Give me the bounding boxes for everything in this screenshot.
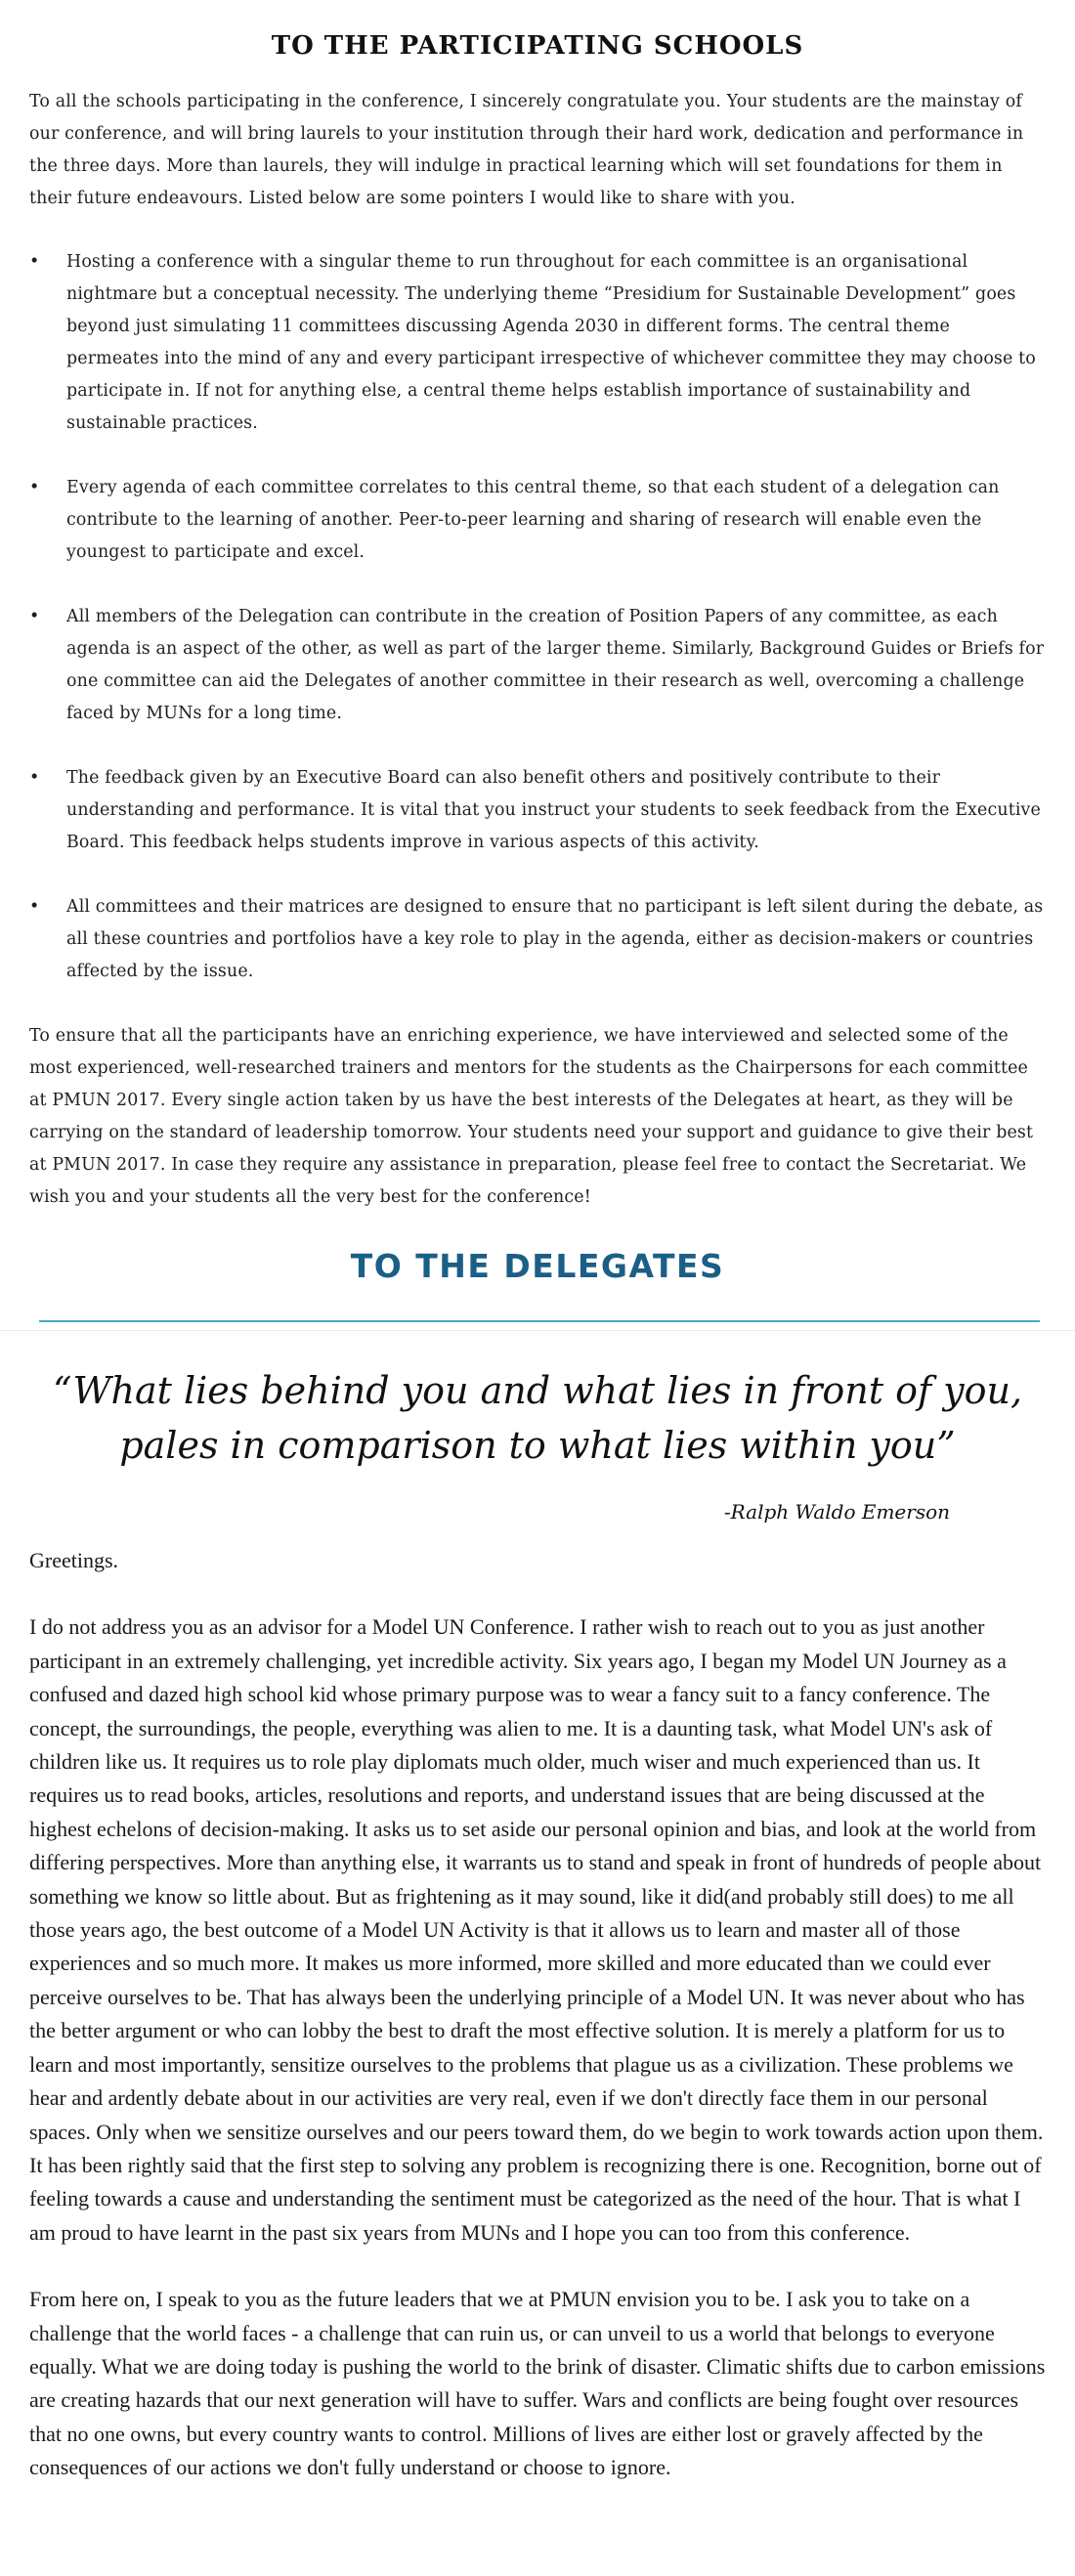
- letter-paragraph-1: I do not address you as an advisor for a Model UN Conference. I rather wish to reach out to you as just another participant in an extremely challenging, yet incredible activity. Six years ago, I began my Model UN Journey as a confused and dazed high school kid whose primary purpose was to wear a fancy suit to a fancy conference. The concept, the surroundings, the people, everything was alien to me. It is a daunting task, what Model UN's ask of children like us. It requires us to role play diplomats much older, much wiser and much experienced than us. It requires us to read books, articles, resolutions and reports, and understand issues that are being discussed at the highest echelons of decision-making. It asks us to set aside our personal opinion and bias, and look at the world from differing perspectives. More than anything else, it warrants us to stand and speak in front of hundreds of people about something we know so little about. But as frightening as it may sound, like it did(and probably still does) to me all those years ago, the best outcome of a Model UN Activity is that it allows us to learn and master all of those experiences and so much more. It makes us more informed, more skilled and more educated than we could ever perceive ourselves to be. That has always been the underlying principle of a Model UN. It was never about who has the better argument or who can lobby the best to draft the most effective solution. It is merely a platform for us to learn and most importantly, sensitize ourselves to the problems that plague us as a civilization. These problems we hear and ardently debate about in our activities are very real, even if we don't directly face them in our personal spaces. Only when we sensitize ourselves and our peers toward them, do we begin to work towards action upon them. It has been rightly said that the first step to solving any problem is recognizing there is one. Recognition, borne out of feeling towards a cause and understanding the sentiment must be categorized as the need of the hour. That is what I am proud to have learnt in the past six years from MUNs and I hope you can too from this conference.: [29, 1614, 1044, 2245]
- quote-line-1: “What lies behind you and what lies in front of you,: [52, 1369, 1023, 1412]
- delegates-letter: [29, 1544, 1051, 2485]
- letter-paragraph-2: From here on, I speak to you as the future leaders that we at PMUN envision you to be. I ask you to take on a challenge that the world faces - a challenge that can ruin us, or can unveil to us a world that belongs to everyone equally. What we are doing today is pushing the world to the brink of disaster. Climatic shifts due to carbon emissions are creating hazards that our next generation will have to suffer. Wars and conflicts are being fought over resources that no one owns, but every country wants to control. Millions of lives are either lost or gravely affected by the consequences of our actions we don't fully understand or choose to ignore.: [29, 2287, 1046, 2480]
- page-break-divider: [0, 1330, 1075, 1331]
- pointer-text: All committees and their matrices are designed to ensure that no participant is left silent during the debate, as all these countries and portfolios have a key role to play in the agenda, either as decision-makers or countries affected by the issue.: [66, 897, 1044, 981]
- bullet-icon: •: [29, 768, 40, 788]
- pointer-item-theme: [29, 246, 1046, 440]
- pointer-text: Every agenda of each committee correlates to this central theme, so that each student of a delegation can contribute to the learning of another. Peer-to-peer learning and sharing of research will enable even the youngest to participate and excel.: [66, 478, 1000, 562]
- participating-schools-section: [29, 31, 1046, 1214]
- bullet-icon: •: [29, 252, 40, 272]
- pointer-item-matrices: [29, 891, 1046, 988]
- schools-intro-paragraph: To all the schools participating in the conference, I sincerely congratulate you. Your students are the mainstay of our conference, and will bring laurels to your institution through their hard work, dedication and performance in the three days. More than laurels, they will indulge in practical learning which will set foundations for them in their future endeavours. Listed below are some pointers I would like to share with you.: [29, 92, 1024, 208]
- heading-divider: [39, 1320, 1040, 1322]
- schools-heading: TO THE PARTICIPATING SCHOOLS: [271, 31, 804, 61]
- greeting: Greetings.: [29, 1548, 119, 1572]
- pointer-item-agenda: [29, 472, 1046, 569]
- quote-line-2: pales in comparison to what lies within you”: [119, 1424, 956, 1467]
- emerson-quote: [0, 1363, 1075, 1473]
- quote-attribution: -Ralph Waldo Emerson: [723, 1500, 950, 1524]
- pointer-item-position-papers: [29, 601, 1046, 730]
- pointers-list: [29, 246, 1046, 988]
- pointer-text: Hosting a conference with a singular theme to run throughout for each committee is an organisational nightmare but a conceptual necessity. The underlying theme “Presidium for Sustainable Development” goes beyond just simulating 11 committees discussing Agenda 2030 in different forms. The central theme permeates into the mind of any and every participant irrespective of whichever committee they may choose to participate in. If not for anything else, a central theme helps establish importance of sustainability and sustainable practices.: [66, 252, 1036, 433]
- bullet-icon: •: [29, 478, 40, 497]
- schools-closing-paragraph: To ensure that all the participants have an enriching experience, we have interviewed and selected some of the most experienced, well-researched trainers and mentors for the students as the Chairpersons for each committee at PMUN 2017. Every single action taken by us have the best interests of the Delegates at heart, as they will be carrying on the standard of leadership tomorrow. Your students need your support and guidance to give their best at PMUN 2017. In case they require any assistance in preparation, please feel free to contact the Secretariat. We wish you and your students all the very best for the conference!: [29, 1026, 1034, 1207]
- pointer-text: All members of the Delegation can contribute in the creation of Position Papers of any committee, as each agenda is an aspect of the other, as well as part of the larger theme. Similarly, Background Guides or Briefs for one committee can aid the Delegates of another committee in their research as well, overcoming a challenge faced by MUNs for a long time.: [66, 607, 1045, 723]
- bullet-icon: •: [29, 897, 40, 917]
- pointer-item-feedback: [29, 762, 1046, 859]
- bullet-icon: •: [29, 607, 40, 626]
- pointer-text: The feedback given by an Executive Board can also benefit others and positively contribute to their understanding and performance. It is vital that you instruct your students to seek feedback from the Executive Board. This feedback helps students improve in various aspects of this activity.: [66, 768, 1041, 852]
- delegates-heading: TO THE DELEGATES: [350, 1247, 725, 1285]
